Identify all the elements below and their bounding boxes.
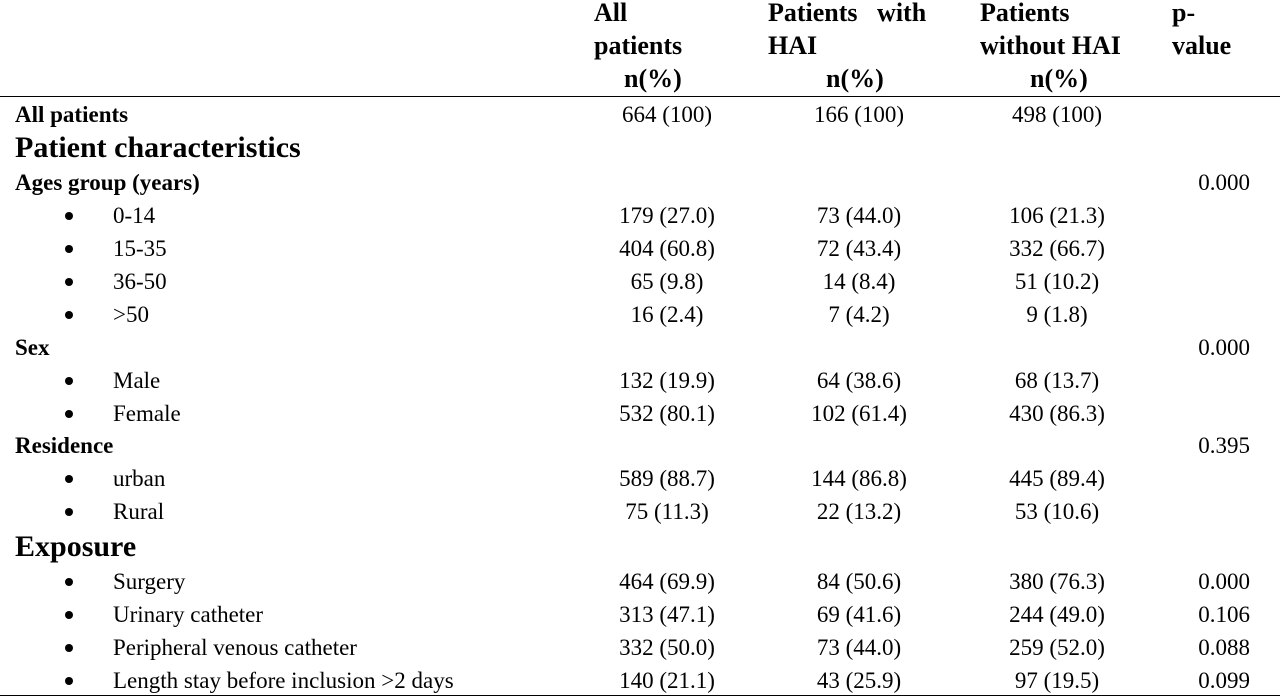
group-label: Sex bbox=[15, 335, 50, 360]
cell-pvalue: 0.000 bbox=[1198, 335, 1250, 360]
cell-without-hai: 106 (21.3) bbox=[1009, 203, 1105, 228]
cell-without-hai: 430 (86.3) bbox=[1009, 401, 1105, 426]
table-row bbox=[0, 565, 1280, 598]
section-title: Patient characteristics bbox=[15, 131, 301, 164]
cell-with-hai: 102 (61.4) bbox=[811, 401, 907, 426]
cell-all: 313 (47.1) bbox=[619, 602, 715, 627]
cell-all: 65 (9.8) bbox=[630, 269, 704, 294]
bullet-icon bbox=[65, 644, 73, 652]
row-label: urban bbox=[113, 466, 166, 491]
bullet-icon bbox=[65, 311, 73, 319]
table-row bbox=[0, 664, 1280, 697]
row-label: >50 bbox=[113, 302, 149, 327]
cell-with-hai: 73 (44.0) bbox=[816, 203, 902, 228]
cell-with-hai: 144 (86.8) bbox=[811, 466, 907, 491]
bullet-icon bbox=[65, 410, 73, 418]
table-row bbox=[0, 298, 1280, 331]
table-row bbox=[0, 199, 1280, 232]
bullet-icon bbox=[65, 611, 73, 619]
group-row bbox=[0, 166, 1280, 199]
header-text: n(%) bbox=[624, 64, 682, 93]
group-label: Ages group (years) bbox=[15, 170, 200, 195]
cell-without-hai: 259 (52.0) bbox=[1009, 635, 1105, 660]
table-row bbox=[0, 98, 1280, 131]
cell-pvalue: 0.088 bbox=[1198, 635, 1250, 660]
table-row bbox=[0, 495, 1280, 528]
bullet-icon bbox=[65, 508, 73, 516]
cell-without-hai: 445 (89.4) bbox=[1009, 466, 1105, 491]
cell-all: 132 (19.9) bbox=[619, 368, 715, 393]
header-text: without HAI bbox=[980, 31, 1121, 60]
table-row bbox=[0, 265, 1280, 298]
cell-all: 332 (50.0) bbox=[619, 635, 715, 660]
row-label: Length stay before inclusion >2 days bbox=[113, 668, 454, 693]
cell-all: 140 (21.1) bbox=[619, 668, 715, 693]
cell-without-hai: 97 (19.5) bbox=[1014, 668, 1100, 693]
row-label: 36-50 bbox=[113, 269, 167, 294]
table-row bbox=[0, 598, 1280, 631]
cell-with-hai: 22 (13.2) bbox=[816, 499, 902, 524]
header-text: patients bbox=[594, 31, 683, 60]
header-text: HAI bbox=[768, 31, 818, 60]
bullet-icon bbox=[65, 475, 73, 483]
cell-all: 75 (11.3) bbox=[625, 499, 709, 524]
bullet-icon bbox=[65, 677, 73, 685]
bullet-icon bbox=[65, 278, 73, 286]
cell-with-hai: 166 (100) bbox=[813, 102, 905, 127]
cell-without-hai: 244 (49.0) bbox=[1009, 602, 1105, 627]
cell-without-hai: 51 (10.2) bbox=[1014, 269, 1100, 294]
cell-with-hai: 7 (4.2) bbox=[828, 302, 890, 327]
header-text: Patients bbox=[980, 0, 1070, 27]
table-row bbox=[0, 462, 1280, 495]
row-label: Female bbox=[113, 401, 181, 426]
table-row bbox=[0, 631, 1280, 664]
bullet-icon bbox=[65, 377, 73, 385]
row-label: Peripheral venous catheter bbox=[113, 635, 357, 660]
cell-pvalue: 0.000 bbox=[1198, 170, 1250, 195]
row-label: Rural bbox=[113, 499, 165, 524]
bullet-icon bbox=[65, 245, 73, 253]
cell-without-hai: 332 (66.7) bbox=[1009, 236, 1105, 261]
header-text: p- bbox=[1172, 0, 1196, 27]
cell-all: 589 (88.7) bbox=[619, 466, 715, 491]
cell-with-hai: 72 (43.4) bbox=[816, 236, 902, 261]
header-all-patients bbox=[594, 0, 682, 95]
row-label: Surgery bbox=[113, 569, 186, 594]
cell-with-hai: 84 (50.6) bbox=[816, 569, 902, 594]
header-text: value bbox=[1172, 31, 1232, 60]
cell-with-hai: 14 (8.4) bbox=[822, 269, 896, 294]
cell-pvalue: 0.099 bbox=[1198, 668, 1250, 693]
table-row bbox=[0, 364, 1280, 397]
cell-all: 16 (2.4) bbox=[630, 302, 704, 327]
cell-all: 404 (60.8) bbox=[619, 236, 715, 261]
group-row bbox=[0, 429, 1280, 462]
cell-pvalue: 0.395 bbox=[1198, 433, 1250, 458]
cell-pvalue: 0.000 bbox=[1198, 569, 1250, 594]
header-text: n(%) bbox=[1030, 64, 1088, 93]
cell-with-hai: 43 (25.9) bbox=[816, 668, 902, 693]
cell-with-hai: 73 (44.0) bbox=[816, 635, 902, 660]
row-label: Urinary catheter bbox=[113, 602, 264, 627]
cell-without-hai: 498 (100) bbox=[1011, 102, 1103, 127]
group-label: Residence bbox=[15, 433, 114, 458]
row-label: 15-35 bbox=[113, 236, 167, 261]
cell-without-hai: 68 (13.7) bbox=[1014, 368, 1100, 393]
header-with-hai bbox=[768, 0, 926, 95]
cell-without-hai: 53 (10.6) bbox=[1014, 499, 1100, 524]
cell-pvalue: 0.106 bbox=[1198, 602, 1250, 627]
row-label: Male bbox=[113, 368, 161, 393]
group-row bbox=[0, 331, 1280, 364]
cell-with-hai: 64 (38.6) bbox=[816, 368, 902, 393]
cell-all: 179 (27.0) bbox=[619, 203, 715, 228]
cell-all: 532 (80.1) bbox=[619, 401, 715, 426]
cell-without-hai: 9 (1.8) bbox=[1026, 302, 1088, 327]
row-label: All patients bbox=[15, 102, 129, 127]
row-label: 0-14 bbox=[113, 203, 156, 228]
bullet-icon bbox=[65, 578, 73, 586]
bullet-icon bbox=[65, 212, 73, 220]
header-without-hai bbox=[980, 0, 1121, 95]
header-text: n(%) bbox=[826, 64, 884, 93]
cell-with-hai: 69 (41.6) bbox=[816, 602, 902, 627]
header-rule bbox=[0, 96, 1280, 97]
table-row bbox=[0, 232, 1280, 265]
table-row bbox=[0, 397, 1280, 430]
header-text: All bbox=[594, 0, 628, 27]
cell-without-hai: 380 (76.3) bbox=[1009, 569, 1105, 594]
cell-all: 664 (100) bbox=[621, 102, 713, 127]
section-title: Exposure bbox=[15, 530, 137, 563]
header-pvalue bbox=[1172, 0, 1231, 62]
cell-all: 464 (69.9) bbox=[619, 569, 715, 594]
header-text: Patients with bbox=[768, 0, 927, 27]
bottom-rule bbox=[0, 695, 1280, 696]
